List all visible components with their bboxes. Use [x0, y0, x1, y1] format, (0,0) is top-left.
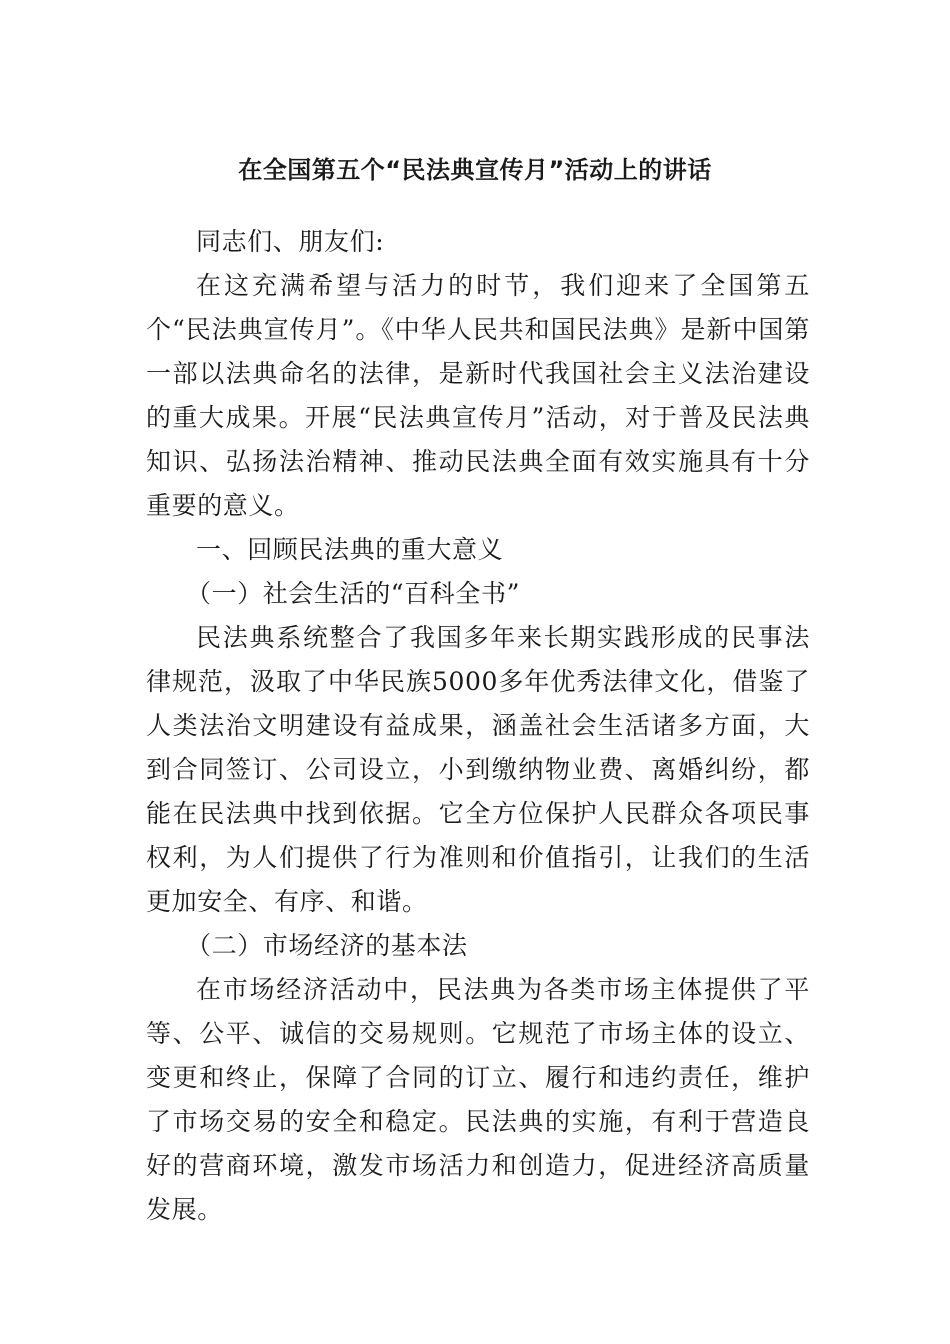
intro-paragraph: 在这充满希望与活力的时节，我们迎来了全国第五个“民法典宣传月”。《中华人民共和国民法典》是新中国第一部以法典命名的法律，是新时代我国社会主义法治建设的重大成果。开展“民法典宣传月”活动，对于普及民法典知识、弘扬法治精神、推动民法典全面有效实施具有十分重要的意义。 [146, 271, 810, 520]
subsection-2-paragraph: 在市场经济活动中，民法典为各类市场主体提供了平等、公平、诚信的交易规则。它规范了市场主体的设立、变更和终止，保障了合同的订立、履行和违约责任，维护了市场交易的安全和稳定。民法典的实施，有利于营造良好的营商环境，激发市场活力和创造力，促进经济高质量发展。 [146, 975, 810, 1224]
subsection-1-paragraph: 民法典系统整合了我国多年来长期实践形成的民事法律规范，汲取了中华民族5000多年优秀法律文化，借鉴了人类法治文明建设有益成果，涵盖社会生活诸多方面，大到合同签订、公司设立，小到缴纳物业费、离婚纠纷，都能在民法典中找到依据。它全方位保护人民群众各项民事权利，为人们提供了行为准则和价值指引，让我们的生活更加安全、有序、和谐。 [146, 623, 810, 916]
salutation: 同志们、朋友们: [196, 227, 385, 256]
document-body [146, 220, 810, 1232]
document-title: 在全国第五个“民法典宣传月”活动上的讲话 [238, 156, 712, 184]
section-heading-1: 一、回顾民法典的重大意义 [196, 535, 504, 564]
subsection-heading-1: （一）社会生活的“百科全书” [186, 579, 520, 608]
subsection-heading-2: （二）市场经济的基本法 [186, 931, 468, 960]
